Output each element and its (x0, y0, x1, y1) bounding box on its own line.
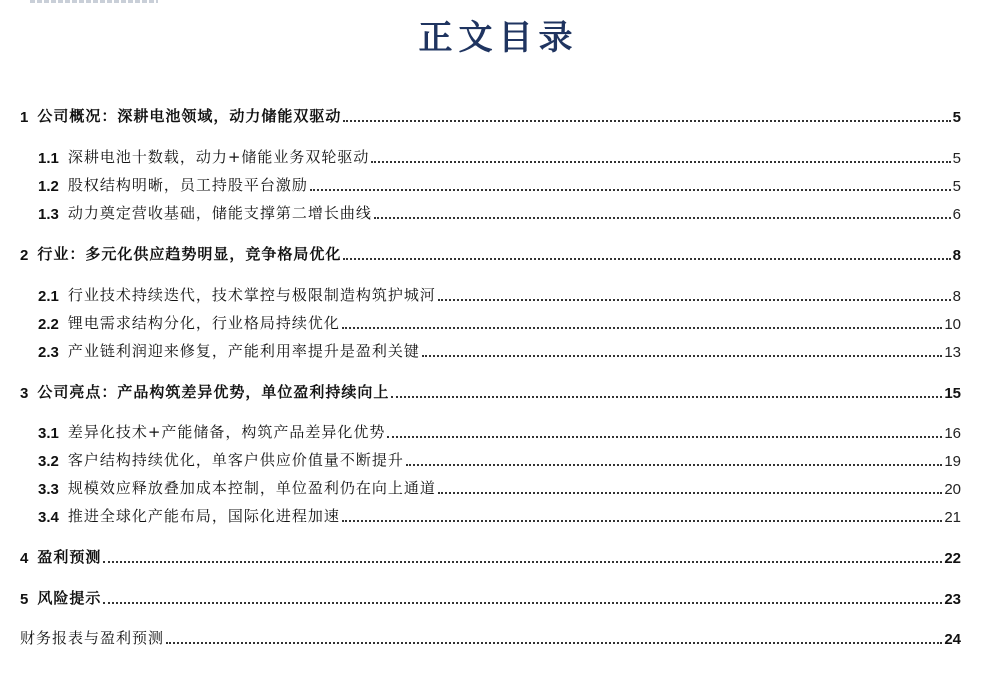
toc-dot-leader (371, 161, 950, 163)
toc-entry-label: 规模效应释放叠加成本控制，单位盈利仍在向上通道 (67, 479, 436, 497)
toc-dot-leader (438, 492, 942, 494)
toc-dot-leader (103, 602, 942, 604)
toc-entry-page: 20 (944, 481, 961, 498)
toc-entry[interactable] (20, 378, 961, 402)
toc-dot-leader (387, 436, 942, 438)
toc-entry-label: 公司亮点：产品构筑差异优势，单位盈利持续向上 (37, 383, 390, 401)
toc-entry[interactable] (38, 171, 961, 195)
toc-entry-number: 3.4 (38, 509, 59, 526)
toc-entry-page: 8 (952, 247, 961, 264)
toc-entry-number: 4 (20, 550, 29, 567)
toc-entry-page: 16 (944, 425, 961, 442)
toc-entry-number: 1 (20, 109, 29, 126)
toc-entry[interactable] (20, 584, 961, 608)
toc-entry-label: 锂电需求结构分化，行业格局持续优化 (67, 314, 340, 332)
toc-entry-number: 2.3 (38, 344, 59, 361)
toc-dot-leader (422, 355, 942, 357)
toc-dot-leader (343, 120, 950, 122)
toc-entry-number: 3.2 (38, 453, 59, 470)
toc-entry-label: 行业技术持续迭代，技术掌控与极限制造构筑护城河 (67, 286, 436, 304)
toc-entry-page: 13 (944, 344, 961, 361)
toc-entry[interactable] (20, 240, 961, 264)
toc-dot-leader (103, 561, 942, 563)
toc-entry-page: 15 (944, 385, 961, 402)
toc-entry-label: 产业链利润迎来修复，产能利用率提升是盈利关键 (67, 342, 420, 360)
toc-dot-leader (438, 299, 951, 301)
toc-dot-leader (343, 258, 950, 260)
toc-entry[interactable] (38, 143, 961, 167)
toc-entry-page: 19 (944, 453, 961, 470)
toc-entry-page: 22 (944, 550, 961, 567)
toc-entry[interactable] (38, 337, 961, 361)
toc-entry[interactable] (20, 624, 961, 648)
toc-dot-leader (374, 217, 951, 219)
toc-entry-label: 动力奠定营收基础，储能支撑第二增长曲线 (67, 204, 372, 222)
toc-entry-label: 股权结构明晰，员工持股平台激励 (67, 176, 308, 194)
toc-entry-number: 1.1 (38, 150, 59, 167)
toc-entry-label: 客户结构持续优化，单客户供应价值量不断提升 (67, 451, 404, 469)
toc-entry-page: 5 (952, 109, 961, 126)
toc-entry-page: 8 (952, 288, 961, 305)
toc-entry-number: 3.3 (38, 481, 59, 498)
toc-entry-page: 21 (944, 509, 961, 526)
toc-entry[interactable] (20, 102, 961, 126)
toc-entry-page: 24 (944, 631, 961, 648)
toc-entry-number: 3 (20, 385, 29, 402)
toc-dot-leader (342, 520, 942, 522)
toc-entry-label: 盈利预测 (37, 548, 102, 566)
toc-entry-label: 财务报表与盈利预测 (20, 629, 165, 647)
toc-entry-number: 2.1 (38, 288, 59, 305)
toc-entry[interactable] (20, 543, 961, 567)
toc-entry-page: 10 (944, 316, 961, 333)
toc-entry[interactable] (38, 474, 961, 498)
toc-entry-label: 差异化技术+产能储备，构筑产品差异化优势 (67, 423, 386, 441)
toc-dot-leader (406, 464, 942, 466)
toc-entry-label: 推进全球化产能布局，国际化进程加速 (67, 507, 340, 525)
toc-dot-leader (166, 642, 942, 644)
toc-entry-label: 行业：多元化供应趋势明显，竞争格局优化 (37, 245, 342, 263)
toc-entry-page: 5 (952, 178, 961, 195)
toc-entry-number: 1.3 (38, 206, 59, 223)
toc-entry-number: 3.1 (38, 425, 59, 442)
toc-dot-leader (310, 189, 951, 191)
toc-entry[interactable] (38, 309, 961, 333)
page-title: 正文目录 (418, 18, 579, 58)
toc-entry-number: 2 (20, 247, 29, 264)
toc-entry-number: 1.2 (38, 178, 59, 195)
toc-entry[interactable] (38, 446, 961, 470)
toc-entry-number: 2.2 (38, 316, 59, 333)
toc-entry[interactable] (38, 502, 961, 526)
toc-dot-leader (391, 396, 942, 398)
toc-entry-label: 公司概况：深耕电池领域，动力储能双驱动 (37, 107, 342, 125)
toc-entry-page: 6 (952, 206, 961, 223)
toc-entry[interactable] (38, 281, 961, 305)
toc-entry-page: 23 (944, 591, 961, 608)
toc-entry-page: 5 (952, 150, 961, 167)
toc-entry-number: 5 (20, 591, 29, 608)
toc-entry-label: 风险提示 (37, 589, 102, 607)
toc-entry-label: 深耕电池十数载，动力+储能业务双轮驱动 (67, 148, 370, 166)
toc-entry[interactable] (38, 199, 961, 223)
toc-dot-leader (342, 327, 942, 329)
toc-entry[interactable] (38, 418, 961, 442)
